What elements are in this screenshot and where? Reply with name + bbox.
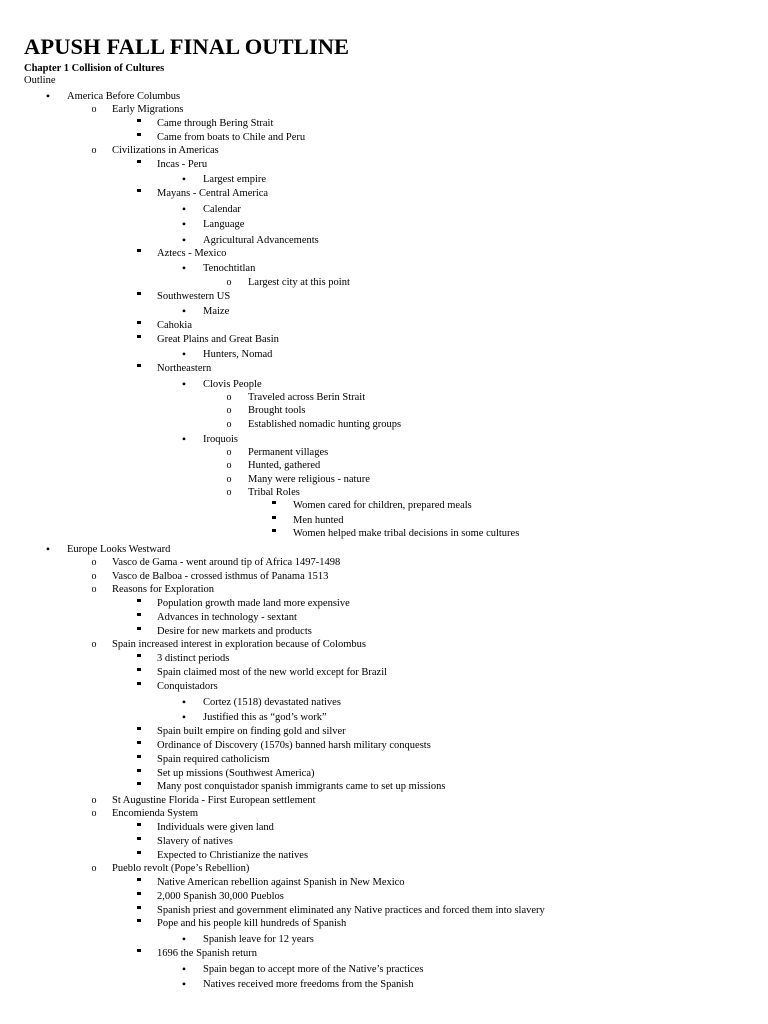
outline-item-text: Conquistadors bbox=[157, 681, 218, 692]
bullet-square-icon bbox=[133, 780, 145, 793]
outline-item-text: Largest city at this point bbox=[248, 277, 350, 288]
outline-item-level-3 bbox=[0, 158, 768, 171]
outline-item-text: Calendar bbox=[203, 204, 241, 215]
outline-item-text: Came through Bering Strait bbox=[157, 118, 274, 129]
outline-item-level-4 bbox=[0, 378, 768, 391]
outline-item-text: Spanish priest and government eliminated any Native practices and forced them into slavery bbox=[157, 905, 545, 916]
outline-item-text: 3 distinct periods bbox=[157, 653, 230, 664]
outline-item-text: Pope and his people kill hundreds of Spanish bbox=[157, 918, 347, 929]
bullet-dot-icon bbox=[178, 348, 190, 362]
outline-item-text: Early Migrations bbox=[112, 104, 184, 115]
outline-item-text: Great Plains and Great Basin bbox=[157, 334, 279, 345]
outline-item-text: Reasons for Exploration bbox=[112, 584, 215, 595]
bullet-dot-icon bbox=[178, 262, 190, 276]
bullet-dot-icon bbox=[178, 203, 190, 217]
bullet-square-icon bbox=[133, 753, 145, 766]
outline-item-text: Permanent villages bbox=[248, 447, 329, 458]
outline-item-level-3 bbox=[0, 247, 768, 260]
outline-item-text: Native American rebellion against Spanish in New Mexico bbox=[157, 877, 405, 888]
outline-item-level-5 bbox=[0, 459, 768, 472]
bullet-circle-icon bbox=[88, 638, 100, 651]
outline-item-text: Mayans - Central America bbox=[157, 188, 269, 199]
outline-item-level-4 bbox=[0, 305, 768, 318]
outline-item-text: Ordinance of Discovery (1570s) banned harsh military conquests bbox=[157, 740, 431, 751]
outline-item-text: Expected to Christianize the natives bbox=[157, 850, 309, 861]
outline-item-level-5 bbox=[0, 391, 768, 404]
bullet-square-icon bbox=[133, 362, 145, 375]
bullet-dot-icon bbox=[178, 305, 190, 319]
outline-item-level-3 bbox=[0, 666, 768, 679]
outline-item-text: Vasco de Balboa - crossed isthmus of Panama 1513 bbox=[112, 571, 329, 582]
bullet-square-icon bbox=[133, 333, 145, 346]
bullet-square-icon bbox=[133, 849, 145, 862]
outline-item-level-2 bbox=[0, 794, 768, 807]
outline-item-level-3 bbox=[0, 917, 768, 930]
outline-item-level-4 bbox=[0, 348, 768, 361]
outline-item-level-3 bbox=[0, 597, 768, 610]
outline-item-level-2 bbox=[0, 556, 768, 569]
outline-item-level-4 bbox=[0, 234, 768, 247]
outline-item-level-2 bbox=[0, 570, 768, 583]
outline-item-text: Population growth made land more expensive bbox=[157, 598, 350, 609]
outline-item-text: Incas - Peru bbox=[157, 159, 208, 170]
bullet-dot-icon bbox=[178, 963, 190, 977]
outline-item-text: America Before Columbus bbox=[67, 91, 181, 102]
outline-item-level-3 bbox=[0, 947, 768, 960]
outline-item-text: Tenochtitlan bbox=[203, 263, 256, 274]
bullet-square-icon bbox=[133, 597, 145, 610]
outline-item-text: Natives received more freedoms from the Spanish bbox=[203, 979, 414, 990]
outline-item-level-5 bbox=[0, 446, 768, 459]
outline-item-level-3 bbox=[0, 319, 768, 332]
outline-item-level-3 bbox=[0, 821, 768, 834]
bullet-square-icon bbox=[133, 904, 145, 917]
outline-item-level-3 bbox=[0, 849, 768, 862]
outline-item-text: Hunters, Nomad bbox=[203, 349, 273, 360]
outline-item-text: Iroquois bbox=[203, 434, 238, 445]
outline-item-text: Spain required catholicism bbox=[157, 754, 270, 765]
bullet-dot-icon bbox=[178, 173, 190, 187]
outline-item-level-3 bbox=[0, 890, 768, 903]
outline-item-level-3 bbox=[0, 611, 768, 624]
outline-label: Outline bbox=[24, 75, 56, 86]
outline-item-text: Cortez (1518) devastated natives bbox=[203, 697, 341, 708]
bullet-circle-icon bbox=[88, 570, 100, 583]
bullet-dot-icon bbox=[178, 218, 190, 232]
outline-item-level-3 bbox=[0, 767, 768, 780]
outline-item-text: Southwestern US bbox=[157, 291, 231, 302]
bullet-circle-icon bbox=[223, 391, 235, 404]
outline-item-level-3 bbox=[0, 290, 768, 303]
outline-item-level-3 bbox=[0, 652, 768, 665]
outline-item-level-3 bbox=[0, 187, 768, 200]
bullet-circle-icon bbox=[223, 486, 235, 499]
outline-item-text: Came from boats to Chile and Peru bbox=[157, 132, 306, 143]
bullet-dot-icon bbox=[42, 90, 54, 104]
outline-item-text: Spain increased interest in exploration because of Colombus bbox=[112, 639, 366, 650]
bullet-square-icon bbox=[133, 625, 145, 638]
outline-item-level-4 bbox=[0, 711, 768, 724]
outline-item-text: Advances in technology - sextant bbox=[157, 612, 297, 623]
bullet-circle-icon bbox=[223, 459, 235, 472]
outline-item-text: Tribal Roles bbox=[248, 487, 300, 498]
outline-item-level-4 bbox=[0, 262, 768, 275]
bullet-square-icon bbox=[133, 835, 145, 848]
outline-item-level-3 bbox=[0, 625, 768, 638]
outline-item-level-3 bbox=[0, 904, 768, 917]
bullet-square-icon bbox=[133, 158, 145, 171]
bullet-square-icon bbox=[133, 739, 145, 752]
outline-item-level-3 bbox=[0, 117, 768, 130]
outline-item-level-4 bbox=[0, 218, 768, 231]
outline-item-level-3 bbox=[0, 753, 768, 766]
bullet-circle-icon bbox=[223, 276, 235, 289]
outline-item-text: Women helped make tribal decisions in some cultures bbox=[293, 528, 520, 539]
outline-item-level-4 bbox=[0, 173, 768, 186]
outline-item-text: Hunted, gathered bbox=[248, 460, 321, 471]
outline-item-level-3 bbox=[0, 680, 768, 693]
outline-item-text: Encomienda System bbox=[112, 808, 199, 819]
outline-item-text: Largest empire bbox=[203, 174, 267, 185]
outline-item-text: Spain claimed most of the new world except for Brazil bbox=[157, 667, 388, 678]
outline-item-level-6 bbox=[0, 527, 768, 540]
outline-item-level-3 bbox=[0, 362, 768, 375]
outline-item-level-3 bbox=[0, 725, 768, 738]
outline-item-text: Cahokia bbox=[157, 320, 192, 331]
bullet-square-icon bbox=[133, 290, 145, 303]
bullet-dot-icon bbox=[42, 543, 54, 557]
bullet-circle-icon bbox=[223, 404, 235, 417]
bullet-square-icon bbox=[133, 767, 145, 780]
outline-item-level-4 bbox=[0, 433, 768, 446]
outline-item-text: Women cared for children, prepared meals bbox=[293, 500, 472, 511]
outline-item-text: Vasco de Gama - went around tip of Africa 1497-1498 bbox=[112, 557, 341, 568]
bullet-square-icon bbox=[133, 821, 145, 834]
bullet-dot-icon bbox=[178, 978, 190, 992]
outline-item-text: Language bbox=[203, 219, 245, 230]
bullet-dot-icon bbox=[178, 933, 190, 947]
outline-item-level-2 bbox=[0, 583, 768, 596]
outline-item-level-2 bbox=[0, 638, 768, 651]
outline-item-level-2 bbox=[0, 862, 768, 875]
outline-item-level-1 bbox=[0, 90, 768, 103]
outline-item-text: 2,000 Spanish 30,000 Pueblos bbox=[157, 891, 284, 902]
bullet-dot-icon bbox=[178, 378, 190, 392]
bullet-square-icon bbox=[133, 611, 145, 624]
outline-item-level-3 bbox=[0, 835, 768, 848]
bullet-circle-icon bbox=[223, 446, 235, 459]
bullet-circle-icon bbox=[223, 473, 235, 486]
outline-item-text: Desire for new markets and products bbox=[157, 626, 312, 637]
outline-item-text: Justified this as “god’s work” bbox=[203, 712, 327, 723]
bullet-circle-icon bbox=[88, 103, 100, 116]
outline-item-text: Slavery of natives bbox=[157, 836, 233, 847]
outline-item-text: Many post conquistador spanish immigrants came to set up missions bbox=[157, 781, 446, 792]
outline-item-level-3 bbox=[0, 739, 768, 752]
bullet-square-icon bbox=[133, 917, 145, 930]
outline-item-text: Clovis People bbox=[203, 379, 262, 390]
outline-item-level-1 bbox=[0, 543, 768, 556]
outline-item-text: 1696 the Spanish return bbox=[157, 948, 258, 959]
outline-item-text: Set up missions (Southwest America) bbox=[157, 768, 315, 779]
outline-item-level-2 bbox=[0, 807, 768, 820]
outline-item-level-4 bbox=[0, 696, 768, 709]
bullet-circle-icon bbox=[88, 583, 100, 596]
bullet-square-icon bbox=[133, 131, 145, 144]
outline-item-text: Spain began to accept more of the Native’s practices bbox=[203, 964, 424, 975]
bullet-circle-icon bbox=[88, 794, 100, 807]
bullet-square-icon bbox=[268, 514, 280, 527]
outline-item-level-2 bbox=[0, 103, 768, 116]
outline-item-level-4 bbox=[0, 203, 768, 216]
outline-item-text: Men hunted bbox=[293, 515, 344, 526]
outline-item-text: Spain built empire on finding gold and silver bbox=[157, 726, 346, 737]
outline-item-text: Many were religious - nature bbox=[248, 474, 370, 485]
bullet-square-icon bbox=[133, 947, 145, 960]
bullet-dot-icon bbox=[178, 696, 190, 710]
outline-item-level-6 bbox=[0, 499, 768, 512]
outline-item-text: Established nomadic hunting groups bbox=[248, 419, 402, 430]
bullet-circle-icon bbox=[223, 418, 235, 431]
bullet-square-icon bbox=[133, 876, 145, 889]
outline-item-level-4 bbox=[0, 978, 768, 991]
outline-item-level-5 bbox=[0, 276, 768, 289]
outline-item-text: Aztecs - Mexico bbox=[157, 248, 227, 259]
outline-item-text: Agricultural Advancements bbox=[203, 235, 319, 246]
bullet-circle-icon bbox=[88, 807, 100, 820]
outline-item-level-3 bbox=[0, 780, 768, 793]
outline-item-level-5 bbox=[0, 486, 768, 499]
outline-item-level-3 bbox=[0, 876, 768, 889]
bullet-circle-icon bbox=[88, 144, 100, 157]
bullet-square-icon bbox=[133, 652, 145, 665]
outline-item-level-2 bbox=[0, 144, 768, 157]
outline-item-text: Maize bbox=[203, 306, 230, 317]
bullet-square-icon bbox=[133, 187, 145, 200]
bullet-dot-icon bbox=[178, 711, 190, 725]
bullet-square-icon bbox=[268, 527, 280, 540]
outline-item-text: Brought tools bbox=[248, 405, 306, 416]
bullet-square-icon bbox=[133, 680, 145, 693]
bullet-dot-icon bbox=[178, 433, 190, 447]
bullet-square-icon bbox=[133, 117, 145, 130]
outline-item-text: Individuals were given land bbox=[157, 822, 274, 833]
outline-item-level-5 bbox=[0, 473, 768, 486]
outline-item-text: Pueblo revolt (Pope’s Rebellion) bbox=[112, 863, 250, 874]
outline-item-level-5 bbox=[0, 404, 768, 417]
outline-item-level-3 bbox=[0, 131, 768, 144]
bullet-circle-icon bbox=[88, 556, 100, 569]
bullet-square-icon bbox=[133, 890, 145, 903]
bullet-square-icon bbox=[133, 666, 145, 679]
document-title: APUSH FALL FINAL OUTLINE bbox=[24, 34, 350, 59]
bullet-square-icon bbox=[133, 319, 145, 332]
outline-item-level-6 bbox=[0, 514, 768, 527]
bullet-dot-icon bbox=[178, 234, 190, 248]
bullet-square-icon bbox=[133, 725, 145, 738]
outline-item-text: Traveled across Berin Strait bbox=[248, 392, 366, 403]
bullet-square-icon bbox=[133, 247, 145, 260]
bullet-circle-icon bbox=[88, 862, 100, 875]
outline-item-level-4 bbox=[0, 933, 768, 946]
outline-item-level-3 bbox=[0, 333, 768, 346]
chapter-heading: Chapter 1 Collision of Cultures bbox=[24, 63, 165, 74]
outline-item-text: Northeastern bbox=[157, 363, 212, 374]
outline-item-level-4 bbox=[0, 963, 768, 976]
bullet-square-icon bbox=[268, 499, 280, 512]
outline-item-text: St Augustine Florida - First European settlement bbox=[112, 795, 316, 806]
outline-item-text: Civilizations in Americas bbox=[112, 145, 219, 156]
outline-item-text: Spanish leave for 12 years bbox=[203, 934, 314, 945]
outline-item-level-5 bbox=[0, 418, 768, 431]
outline-item-text: Europe Looks Westward bbox=[67, 544, 171, 555]
